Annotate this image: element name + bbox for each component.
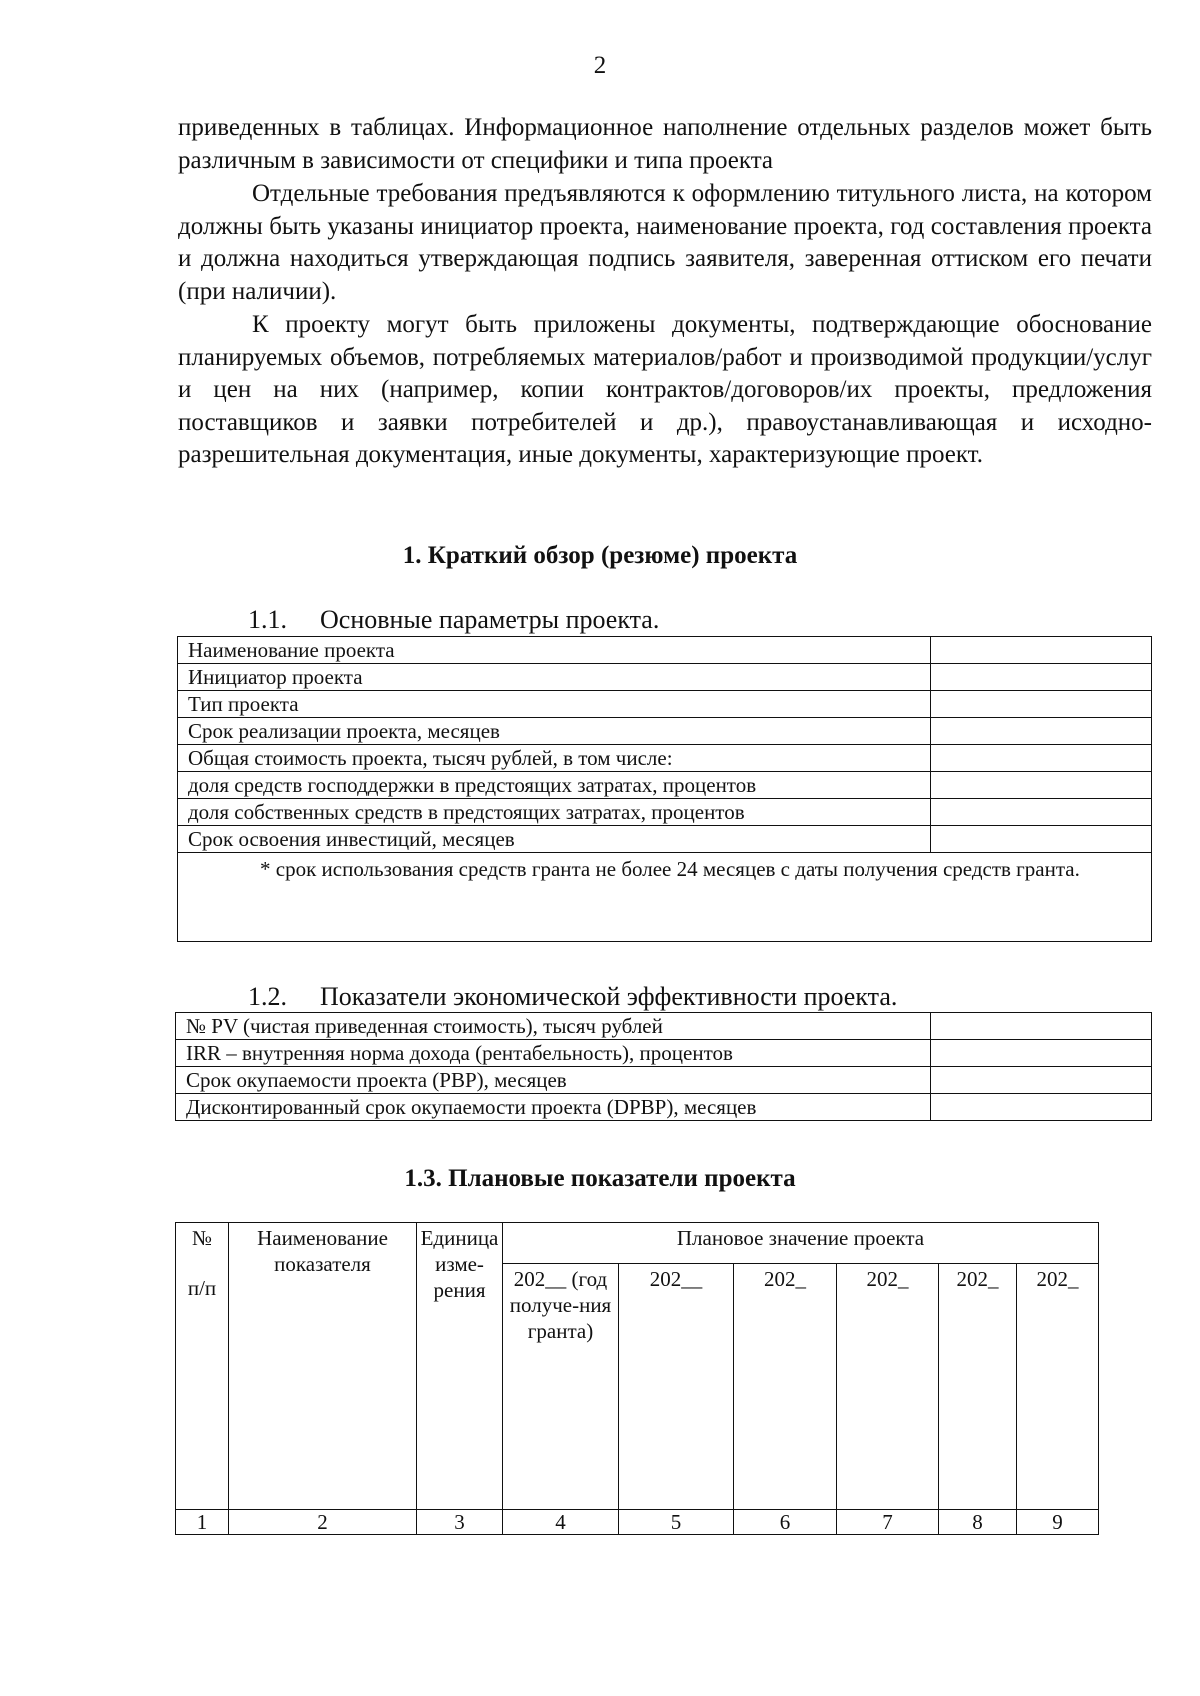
indicator-label: Дисконтированный срок окупаемости проекта (DPBP), месяцев bbox=[176, 1094, 931, 1121]
indicator-label: IRR – внутренняя норма дохода (рентабельность), процентов bbox=[176, 1040, 931, 1067]
column-number: 6 bbox=[734, 1510, 837, 1535]
project-params-table bbox=[177, 636, 1152, 942]
table-row bbox=[176, 1040, 1152, 1067]
table-row bbox=[178, 745, 1152, 772]
page-number: 2 bbox=[593, 52, 607, 79]
table-row bbox=[178, 826, 1152, 853]
column-number: 7 bbox=[837, 1510, 939, 1535]
header-num-bottom: п/п bbox=[187, 1276, 217, 1300]
paragraph: К проекту могут быть приложены документы, подтверждающие обоснование планируемых объемов, потребляемых материалов/работ и производимой продукции/услуг и цен на них (например, копии контрактов/договоров/их проекты, предложения поставщиков и заявки потребителей и др.), правоустанавливающая и исходно-разрешительная документация, иные документы, характеризующие проект. bbox=[178, 311, 1152, 468]
table-row bbox=[176, 1094, 1152, 1121]
param-label: Срок реализации проекта, месяцев bbox=[178, 718, 931, 745]
param-value[interactable] bbox=[931, 691, 1152, 718]
column-number: 9 bbox=[1017, 1510, 1099, 1535]
param-value[interactable] bbox=[931, 745, 1152, 772]
header-year: 202_ bbox=[837, 1264, 939, 1510]
param-value[interactable] bbox=[931, 664, 1152, 691]
header-year: 202_ bbox=[734, 1264, 837, 1510]
table-header-row bbox=[176, 1223, 1099, 1264]
grant-note bbox=[178, 853, 1152, 942]
table-row bbox=[178, 772, 1152, 799]
param-label: Срок освоения инвестиций, месяцев bbox=[178, 826, 931, 853]
header-num bbox=[176, 1223, 229, 1510]
paragraph: приведенных в таблицах. Информационное наполнение отдельных разделов может быть различным в зависимости от специфики и типа проекта bbox=[178, 114, 1152, 174]
indicator-value[interactable] bbox=[931, 1040, 1152, 1067]
section-title: 1. Краткий обзор (резюме) проекта bbox=[402, 542, 798, 569]
param-value[interactable] bbox=[931, 718, 1152, 745]
header-year: 202__ bbox=[619, 1264, 734, 1510]
param-label: Наименование проекта bbox=[178, 637, 931, 664]
param-label: Инициатор проекта bbox=[178, 664, 931, 691]
header-year: 202_ bbox=[939, 1264, 1017, 1510]
param-value[interactable] bbox=[931, 772, 1152, 799]
column-number: 3 bbox=[417, 1510, 503, 1535]
param-label: Общая стоимость проекта, тысяч рублей, в том числе: bbox=[178, 745, 931, 772]
header-unit: Единица изме-рения bbox=[417, 1223, 503, 1510]
column-number: 2 bbox=[229, 1510, 417, 1535]
plan-indicators-table bbox=[175, 1222, 1099, 1535]
param-value[interactable] bbox=[931, 826, 1152, 853]
plan-section-title: 1.3. Плановые показатели проекта bbox=[404, 1165, 796, 1192]
column-number: 5 bbox=[619, 1510, 734, 1535]
table-row bbox=[178, 664, 1152, 691]
intro-text bbox=[178, 112, 1152, 473]
table-row bbox=[178, 853, 1152, 942]
header-num-top: № bbox=[191, 1226, 213, 1250]
table-row bbox=[178, 691, 1152, 718]
param-label: доля средств господдержки в предстоящих затратах, процентов bbox=[178, 772, 931, 799]
indicator-value[interactable] bbox=[931, 1067, 1152, 1094]
header-plan: Плановое значение проекта bbox=[503, 1223, 1099, 1264]
header-name: Наименование показателя bbox=[229, 1223, 417, 1510]
header-year: 202_ bbox=[1017, 1264, 1099, 1510]
subsection-title-1-2 bbox=[248, 982, 897, 1012]
subsection-number: 1.1. bbox=[248, 605, 287, 634]
param-value[interactable] bbox=[931, 799, 1152, 826]
indicator-value[interactable] bbox=[931, 1094, 1152, 1121]
column-number-row bbox=[176, 1510, 1099, 1535]
header-year: 202__ (год получе-ния гранта) bbox=[503, 1264, 619, 1510]
table-row bbox=[178, 799, 1152, 826]
table-row bbox=[176, 1067, 1152, 1094]
table-row bbox=[178, 718, 1152, 745]
column-number: 1 bbox=[176, 1510, 229, 1535]
table-row bbox=[176, 1013, 1152, 1040]
subsection-label: Основные параметры проекта. bbox=[320, 605, 660, 634]
param-value[interactable] bbox=[931, 637, 1152, 664]
column-number: 4 bbox=[503, 1510, 619, 1535]
param-label: доля собственных средств в предстоящих затратах, процентов bbox=[178, 799, 931, 826]
efficiency-table bbox=[175, 1012, 1152, 1121]
param-label: Тип проекта bbox=[178, 691, 931, 718]
subsection-number: 1.2. bbox=[248, 982, 287, 1011]
table-row bbox=[178, 637, 1152, 664]
column-number: 8 bbox=[939, 1510, 1017, 1535]
subsection-title-1-1 bbox=[248, 605, 659, 635]
indicator-label: Срок окупаемости проекта (PBP), месяцев bbox=[176, 1067, 931, 1094]
indicator-label: № PV (чистая приведенная стоимость), тысяч рублей bbox=[176, 1013, 931, 1040]
note-text: * срок использования средств гранта не более 24 месяцев с даты получения средств гранта. bbox=[260, 857, 1080, 881]
subsection-label: Показатели экономической эффективности проекта. bbox=[320, 982, 898, 1011]
indicator-value[interactable] bbox=[931, 1013, 1152, 1040]
paragraph: Отдельные требования предъявляются к оформлению титульного листа, на котором должны быть указаны инициатор проекта, наименование проекта, год составления проекта и должна находиться утверждающая подпись заявителя, заверенная оттиском его печати (при наличии). bbox=[178, 180, 1152, 305]
